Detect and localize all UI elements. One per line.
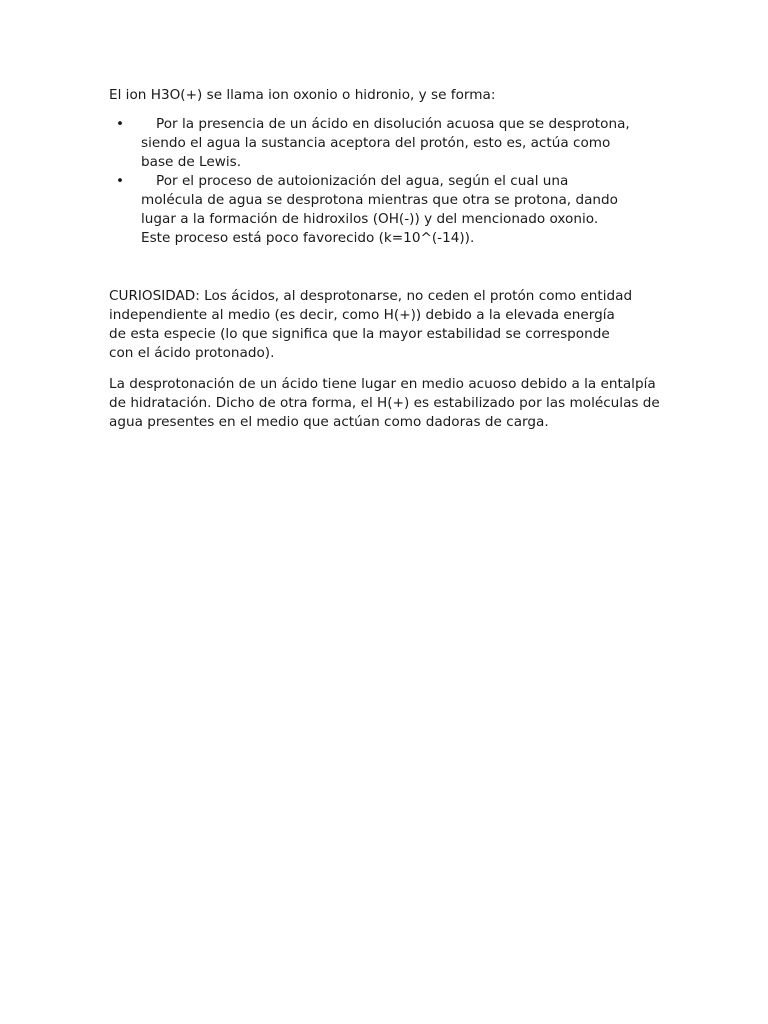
bullet-list [109,115,669,248]
intro-paragraph: El ion H3O(+) se llama ion oxonio o hidronio, y se forma: [109,87,496,103]
bullet-text: Por el proceso de autoionización del agua, según el cual una molécula de agua se desprotona mientras que otra se protona, dando lugar a la formación de hidroxilos (OH(-)) y del mencionado oxonio. Este proceso está poco favorecido (k=10^(-14)). [141,173,618,246]
bullet-marker: • [116,116,125,132]
list-item [109,115,631,172]
closing-paragraph: La desprotonación de un ácido tiene lugar en medio acuoso debido a la entalpía de hidratación. Dicho de otra forma, el H(+) es estabilizado por las moléculas de agua presentes en el medio que actúan como dadoras de carga. [109,376,660,430]
document-body [109,86,669,432]
bullet-marker: • [116,173,125,189]
list-item [109,172,631,248]
curiosidad-paragraph: CURIOSIDAD: Los ácidos, al desprotonarse, no ceden el protón como entidad independiente al medio (es decir, como H(+)) debido a la elevada energía de esta especie (lo que significa que la mayor estabilidad se corresponde con el ácido protonado). [109,288,633,361]
bullet-text: Por la presencia de un ácido en disolución acuosa que se desprotona, siendo el agua la sustancia aceptora del protón, esto es, actúa como base de Lewis. [141,116,630,170]
